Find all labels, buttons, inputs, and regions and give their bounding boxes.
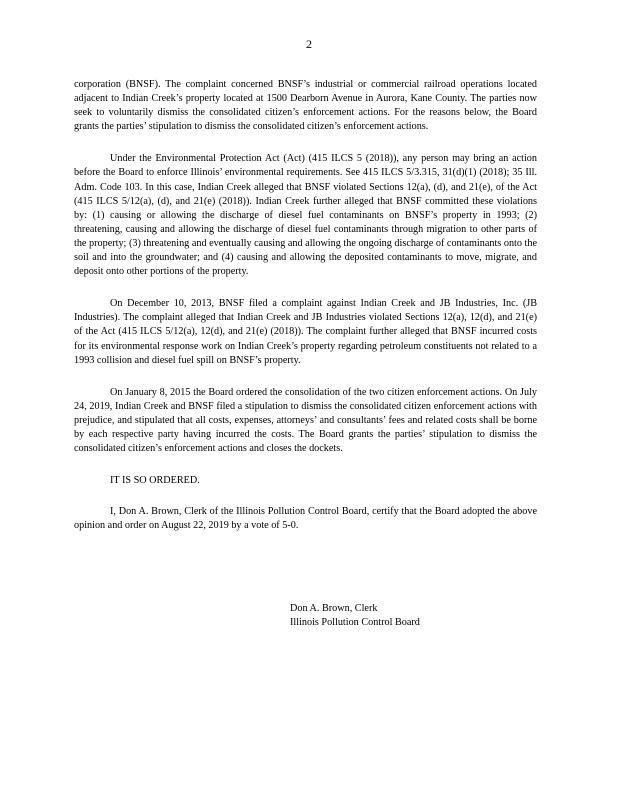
paragraph-indian-creek-complaint: Under the Environmental Protection Act (Act) (415 ILCS 5 (2018)), any person may bring an action before the Board to enforce Illinois’ environmental requirements. See 415 ILCS 5/3.315, 31(d)(1) (2018); 35 Ill. Adm. Code 103. In this case, Indian Creek alleged that BNSF violated Sections 12(a), (d), and 21(e), of the Act (415 ILCS 5/12(a), (d), and 21(e) (2018)). Indian Creek further alleged that BNSF committed these violations by: (1) causing or allowing the discharge of diesel fuel contaminants on BNSF’s property in 1993; (2) threatening, causing and allowing the discharge of diesel fuel contaminants through migration to other parts of the property; (3) threatening and eventually causing and allowing the ongoing discharge of contaminants onto the soil and into the groundwater; and (4) causing and allowing the deposited contaminants to move, migrate, and deposit onto other portions of the property.	[74, 153, 537, 278]
document-body	[74, 78, 537, 551]
certification-paragraph: I, Don A. Brown, Clerk of the Illinois Pollution Control Board, certify that the Board adopted the above opinion and order on August 22, 2019 by a vote of 5-0.	[74, 506, 537, 532]
order-statement: IT IS SO ORDERED.	[110, 475, 200, 487]
signature-organization: Illinois Pollution Control Board	[290, 617, 420, 629]
signature-block	[290, 602, 420, 630]
paragraph-background: corporation (BNSF). The complaint concerned BNSF’s industrial or commercial railroad operations located adjacent to Indian Creek’s property located at 1500 Dearborn Avenue in Aurora, Kane County. The parties now seek to voluntarily dismiss the consolidated citizen’s enforcement actions. For the reasons below, the Board grants the parties’ stipulation to dismiss the consolidated citizen’s enforcement actions.	[74, 79, 537, 133]
signature-name: Don A. Brown, Clerk	[290, 603, 378, 614]
paragraph-bnsf-complaint: On December 10, 2013, BNSF filed a complaint against Indian Creek and JB Industries, Inc. (JB Industries). The complaint alleged that Indian Creek and JB Industries violated Sections 12(a), 12(d), and 21(e) of the Act (415 ILCS 5/12(a), 12(d), and 21(e) (2018)). The complaint further alleged that BNSF incurred costs for its environmental response work on Indian Creek’s property regarding petroleum constituents not related to a 1993 collision and diesel fuel spill on BNSF’s property.	[74, 298, 537, 366]
page-number: 2	[306, 37, 312, 51]
paragraph-consolidation-dismissal: On January 8, 2015 the Board ordered the consolidation of the two citizen enforcement actions. On July 24, 2019, Indian Creek and BNSF filed a stipulation to dismiss the consolidated citizen enforcement actions with prejudice, and stipulated that all costs, expenses, attorneys’ and consultants’ fees and related costs shall be borne by each respective party having incurred the costs. The Board grants the parties’ stipulation to dismiss the consolidated citizen’s enforcement actions and closes the dockets.	[74, 386, 537, 455]
